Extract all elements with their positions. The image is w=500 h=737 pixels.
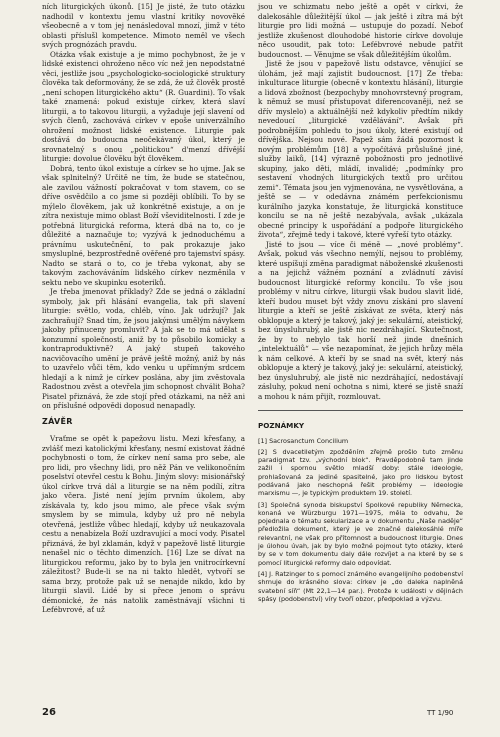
body-paragraph: Otázka však existuje a je mimo pochybnost, že je v lidské existenci ohroženo něco víc než jen nepodstatné věci, jestliže jsou „psychologicko-sociologické struktury člověka tak deformovány, že se zdá, že už člověk prostě „není schopen liturgického aktu“ (R. Guardini). To však také znamená: pokud existuje církev, která slaví liturgii, a to takovou liturgii, a vyžaduje její slavení od svých členů, zachovává církev v epoše univerzálního ohrožení možnost lidské existence. Liturgie pak dostává do budoucna neočekávaný úkol, který je srovnatelný s onou „politickou“ d'menzí dřívější liturgie: dovolue člověku být člověkem.	[42, 49, 245, 163]
body-paragraph: jsou ve schizmatu nebo ještě a opět v církvi, že dalekosáhle důležitější úkol — jak ještě i zítra má být liturgie pro lidi možná — ustupuje do pozadí. Neboť jestliže zkušenost dlouhodobé historie církve dovoluje něco usoudit, pak toto: Lefébvrové nebude patřit budoucnost. — Věnujme se však důležitějším úkolům.	[258, 2, 463, 59]
body-paragraph: Vraťme se opět k papežovu listu. Mezi křesťany, a zvlášť mezi katolickými křesťany, nesmí existovat žádné pochybnosti o tom, že církev není sama pro sebe, ale pro lidi, pro všechny lidi, pro něž Pán ve velikonočním poselství otevřel cestu k Bohu. Jiným slovy: misionářský úkol církve trvá dál a liturgie se na něm podílí, zítra jako včera. Jisté není jejím prvním úkolem, aby získávala ty, kdo jsou mimo, ale přece však svým smyslem by se mimula, kdyby už pro ně nebyla otevřená, jestliže vůbec hledají, kdyby už neukazovala cestu a nenabízela Boží uzdravující a mocí vody. Pisatel přiznává, že byl zklamán, když v papežově listě liturgie nenašel nic o těchto dimenzích. [16] Lze se dívat na liturgickou reformu, jako by to byla jen vnitrocírkevní záležitost? Bude-li se na ni takto hledět, vytvoří se sama brzy, protože pak už se nenajde nikdo, kdo by liturgii slavil. Lidé by si přece jenom o správu démonické, že nás natolik zaměstnávají všichni ti Lefébvrové, ať už	[42, 434, 245, 614]
notes-heading: POZNÁMKY	[258, 421, 305, 430]
body-paragraph: Je třeba jmenovat příklady? Zde se jedná o základní symboly, jak při hlásání evangelia, tak při slavení liturgie: světlo, voda, chléb, víno. Jak udržují? Jak zachraňují? Snad tím, že jsou jakýmsi umělým návykem jakoby přinuceny promluvit? A jak se to má udělat s konzumní společností, aniž by to působilo komicky a kontraproduktivně? A jaký stupeň takového nacvičovacího umění je právě ještě možný, aniž by nás to uzavřelo vůči těm, kdo venku u upřímným srdcem hledají a k nimž je církev poslána, aby jim zvěstovala Radostnou zvěst a otevřela jim schopnost chválit Boha? Pisatel přiznává, že zde stojí před otázkami, na něž ani on příslušné odpovědi doposud nenapadly.	[42, 287, 245, 410]
right-column	[258, 2, 463, 606]
footnote: [2] S dvacetiletým zpožděním zřejmě prošlo tuto změnu paradigmat tzv. „východní blok“. Pravděpodobně tam jinde zažil i spornou světlo mladší doby: stále ideologie, prohlašovaná za jediné spasitelné, jako pro lidskou bytost podávaná jako neschopná řešit problémy — ideologie marxismu —, je typickým produktem 19. století.	[258, 447, 463, 498]
body-paragraph: ních liturgických úkonů. [15] Je jisté, že tuto otázku nadhodil v kontextu jemu vlastní kritiky novověké všeobecně a v tom jej nenásledoval mnozí, jimž v této oblasti příslušl kompetence. Mimoto neměl ve všech svých prognózách pravdu.	[42, 2, 245, 49]
left-column	[42, 2, 245, 615]
footnote: [3] Společná synoda biskupství Spolkové republiky Německa, konaná ve Würzburgu 1971—1975, měla to odvahu, že pojednala o tématu sekularizace a v dokumentu „Naše naděje“ předložila dokument, který je ve značné dalekosáhlé míře relevantní, ne však pro přítomnost a budoucnost liturgie. Dnes je úlohou úvah, jak by bylo možné pojmout tyto otázky, které by se v tom dokumentu daly dále rozvíjet a na které by se s pomocí liturgické reformy dalo odpovídat.	[258, 500, 463, 567]
footnote: [4] J. Ratzinger to s pomocí známého evangelijního podobenství shrnuje do krásného slova: církev je „do daleka naplněná svatební síň“ (Mt 22,1—14 par.). Protože k události v dějinách spásy (podobenství) víry tvoří obzor, předpoklad a výzvu.	[258, 569, 463, 603]
footnote: [1] Sacrosanctum Concilium	[258, 436, 349, 445]
page-number: 26	[42, 707, 56, 718]
footnotes	[258, 437, 463, 604]
body-paragraph: Jisté to jsou — více či méně — „nové problémy“. Avšak, pokud vás všechno nemýlí, nejsou to problémy, které uspíšují změna paradigmat náboženské zkušenosti a na jejichž vážném poznání a zvládnutí závisí budoucnost liturgické reformy koncilu. To vše jsou problémy v nitru církve, liturgii však budou slavit lidé, kteří budou muset být vždy znovu získáni pro slavení liturgie a kteří se ještě získávat ze světa, který nás obklopuje a který je takový, jaký je: sekulární, ateistický, bez únysluhrubý, ale jistě nic nezdráhající. Skutečnost, že by to nebylo tak horší než jinde dnešních „intelektuálů“ — vše nezapomínat, že jejich hrůzy měla k nám celkové. A kteří by se snad na svět, který nás obklopuje a který je takový, jaký je: sekulární, ateistický, bez únysluhrubý, ale jistě nic nezdráhající, nedostávají zásluhy, pokud není ochotna s nimi, které se jistě snaží a mohou k nám přijít, rozmlouvat.	[258, 239, 463, 401]
body-paragraph: Dobrá, tento úkol existuje a církev se ho ujme. Jak se však splnitelný? Určitě ne tím, že bude se statečnou, ale zavilou vážností pokračovat v tom stavem, co se dříve osvědčilo a co jsme si později oblíbili. To by se mýlelo člověkem, jak už konkrétně existuje, a on je zítra nexistuje mimo oblast Boží vševiditelnosti. I zde je potřebná liturgická reforma, která dbá na to, co je důležité a naznačuje to; vyzývá k jednoduchému a právnímu uskutečnění, to pak prokazuje jako smysluplné, bezprostředně ověřené pro tajemství spásy. Nadto se stará o to, co je třeba vykonat, aby se takovým zachováváním lidského církev nezměnila v sektu nebo ve skupinku esoteriků.	[42, 163, 245, 287]
notes-divider	[258, 410, 463, 411]
issue-label: TT 1/90	[427, 709, 454, 717]
body-paragraph: Jistě že jsou v papežově listu odstavce, věnující se úlohám, jež mají zajistit budoucnost. [17] Ze třeba: inkulturace liturgie (obecně v kontextu hlásání), liturgie a lidová zbožnost (bezpochyby mnohovrstevný program, k němuž se musí přistupovat diferencovaněji, než se dřív myslelo) a aktuálnější než kdykoliv předtím nikdy nevedoucí „liturgické vzdělávání“. Avšak při podrobnějším pohledu to jsou úkoly, které existují od dřívějška. Nejsou nové. Papež sám žádá pozornost k novým problémům [18] a vypočítává průslušné jiné, služby laiků, [14] výrazně pobožnosti pro jednotlivé skupiny, jako děti, mládí, invalidé; „podmínky pro sestavení vhodných liturgických textů pro určitou zemi“. Témata jsou jen vyjmenována, ne vysvětlována, a ještě se — v odedávna známém perfekcionismu kurálního jazyka konstatuje, že liturgická konstituce koncilu se na ně ještě nezabývala, avšak „ukázala obecné principy k uspořádání a podpoře liturgického života“, zřejmě tedy i takové, které vyřeší tyto otázky.	[258, 59, 463, 239]
section-heading: ZÁVĚR	[42, 416, 73, 426]
